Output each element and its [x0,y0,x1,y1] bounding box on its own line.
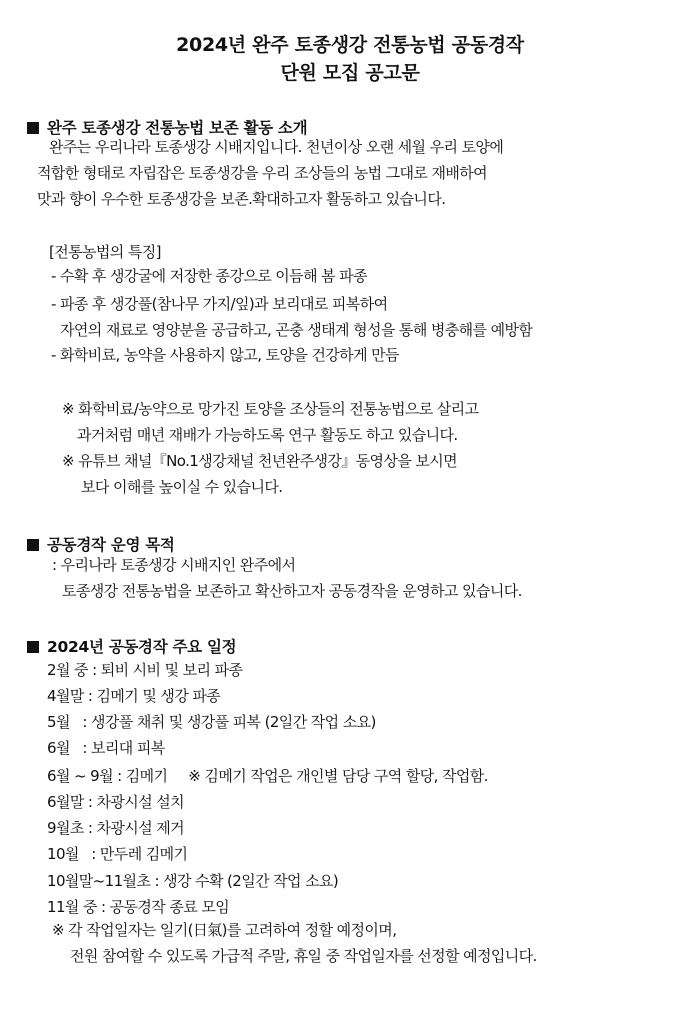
square-bullet-icon [27,539,39,551]
section-heading-intro [27,116,307,138]
schedule-row [47,843,187,864]
note-line: ※ 유튜브 채널『No.1생강채널 천년완주생강』동영상을 보시면 [62,452,458,470]
schedule-row [47,711,376,732]
schedule-date: 11월 중 [47,898,97,916]
schedule-date: 6월말 [47,793,84,811]
section-heading-text: 2024년 공동경작 주요 일정 [47,638,237,656]
schedule-row [47,896,229,917]
intro-line: 적합한 형태로 자립잡은 토종생강을 우리 조상들의 농법 그대로 재배하여 [37,164,488,182]
note-line: 과거처럼 매년 재배가 가능하도록 연구 활동도 하고 있습니다. [77,426,458,444]
intro-line: 완주는 우리나라 토종생강 시배지입니다. 천년이상 오랜 세월 우리 토양에 [49,138,504,156]
schedule-date: 10월말~11월초 [47,872,151,890]
schedule-separator: : [150,872,164,890]
schedule-date: 10월 [47,845,79,863]
document-title-line1: 2024년 완주 토종생강 전통농법 공동경작 [176,34,524,56]
intro-line: 맛과 향이 우수한 토종생강을 보존.확대하고자 활동하고 있습니다. [37,190,446,208]
schedule-row [47,659,242,680]
schedule-separator: : [96,898,110,916]
schedule-separator: : [83,819,97,837]
features-title: [전통농법의 특징] [49,243,161,261]
schedule-date: 4월말 [47,687,84,705]
section-heading-text: 공동경작 운영 목적 [47,536,175,554]
schedule-separator: : [83,687,97,705]
schedule-desc: 퇴비 시비 및 보리 파종 [100,661,243,679]
feature-item: - 수확 후 생강굴에 저장한 종강으로 이듬해 봄 파종 [51,267,367,285]
schedule-row [47,870,338,891]
schedule-separator: : [78,845,100,863]
schedule-desc: 차광시설 설치 [96,793,185,811]
section-heading-text: 완주 토종생강 전통농법 보존 활동 소개 [47,119,308,137]
feature-item: - 파종 후 생강풀(참나무 가지/잎)과 보리대로 피복하여 [51,295,388,313]
schedule-desc: 생강 수확 (2일간 작업 소요) [163,872,339,890]
schedule-desc: 만두레 김메기 [99,845,188,863]
purpose-line: 토종생강 전통농법을 보존하고 확산하고자 공동경작을 운영하고 있습니다. [62,582,522,600]
schedule-date: 5월 [47,713,70,731]
schedule-date: 6월 ~ 9월 [47,767,113,785]
feature-item: 자연의 재료로 영양분을 공급하고, 곤충 생태계 형성을 통해 병충해를 예방함 [60,321,533,339]
schedule-separator: : [112,767,126,785]
square-bullet-icon [27,122,39,134]
schedule-desc: 보리대 피복 [90,739,165,757]
schedule-desc: 차광시설 제거 [96,819,185,837]
schedule-date: 9월초 [47,819,84,837]
schedule-row [47,737,165,758]
schedule-separator: : [69,713,91,731]
purpose-line: : 우리나라 토종생강 시배지인 완주에서 [52,556,296,574]
section-heading-purpose [27,533,175,555]
schedule-separator: : [69,739,91,757]
schedule-date: 2월 중 [47,661,88,679]
schedule-row [47,817,184,838]
schedule-separator: : [87,661,101,679]
schedule-date: 6월 [47,739,70,757]
note-line: 보다 이해를 높이실 수 있습니다. [81,478,283,496]
feature-item: - 화학비료, 농약을 사용하지 않고, 토양을 건강하게 만듬 [51,346,399,364]
schedule-desc: 김메기 및 생강 파종 [96,687,221,705]
schedule-note: 전원 참여할 수 있도록 가급적 주말, 휴일 중 작업일자를 선정할 예정입니다. [70,947,537,965]
schedule-row [47,791,184,812]
square-bullet-icon [27,641,39,653]
schedule-desc: 공동경작 종료 모임 [109,898,230,916]
schedule-note: ※ 각 작업일자는 일기(日氣)를 고려하여 정할 예정이며, [52,921,397,939]
schedule-row [47,685,220,706]
section-heading-schedule [27,635,236,657]
schedule-row [47,765,488,786]
note-line: ※ 화학비료/농약으로 망가진 토양을 조상들의 전통농법으로 살리고 [62,400,479,418]
schedule-desc: 김메기 ※ 김메기 작업은 개인별 담당 구역 할당, 작업함. [125,767,488,785]
schedule-separator: : [83,793,97,811]
document-title-line2: 단원 모집 공고문 [280,62,420,84]
schedule-desc: 생강풀 채취 및 생강풀 피복 (2일간 작업 소요) [90,713,376,731]
